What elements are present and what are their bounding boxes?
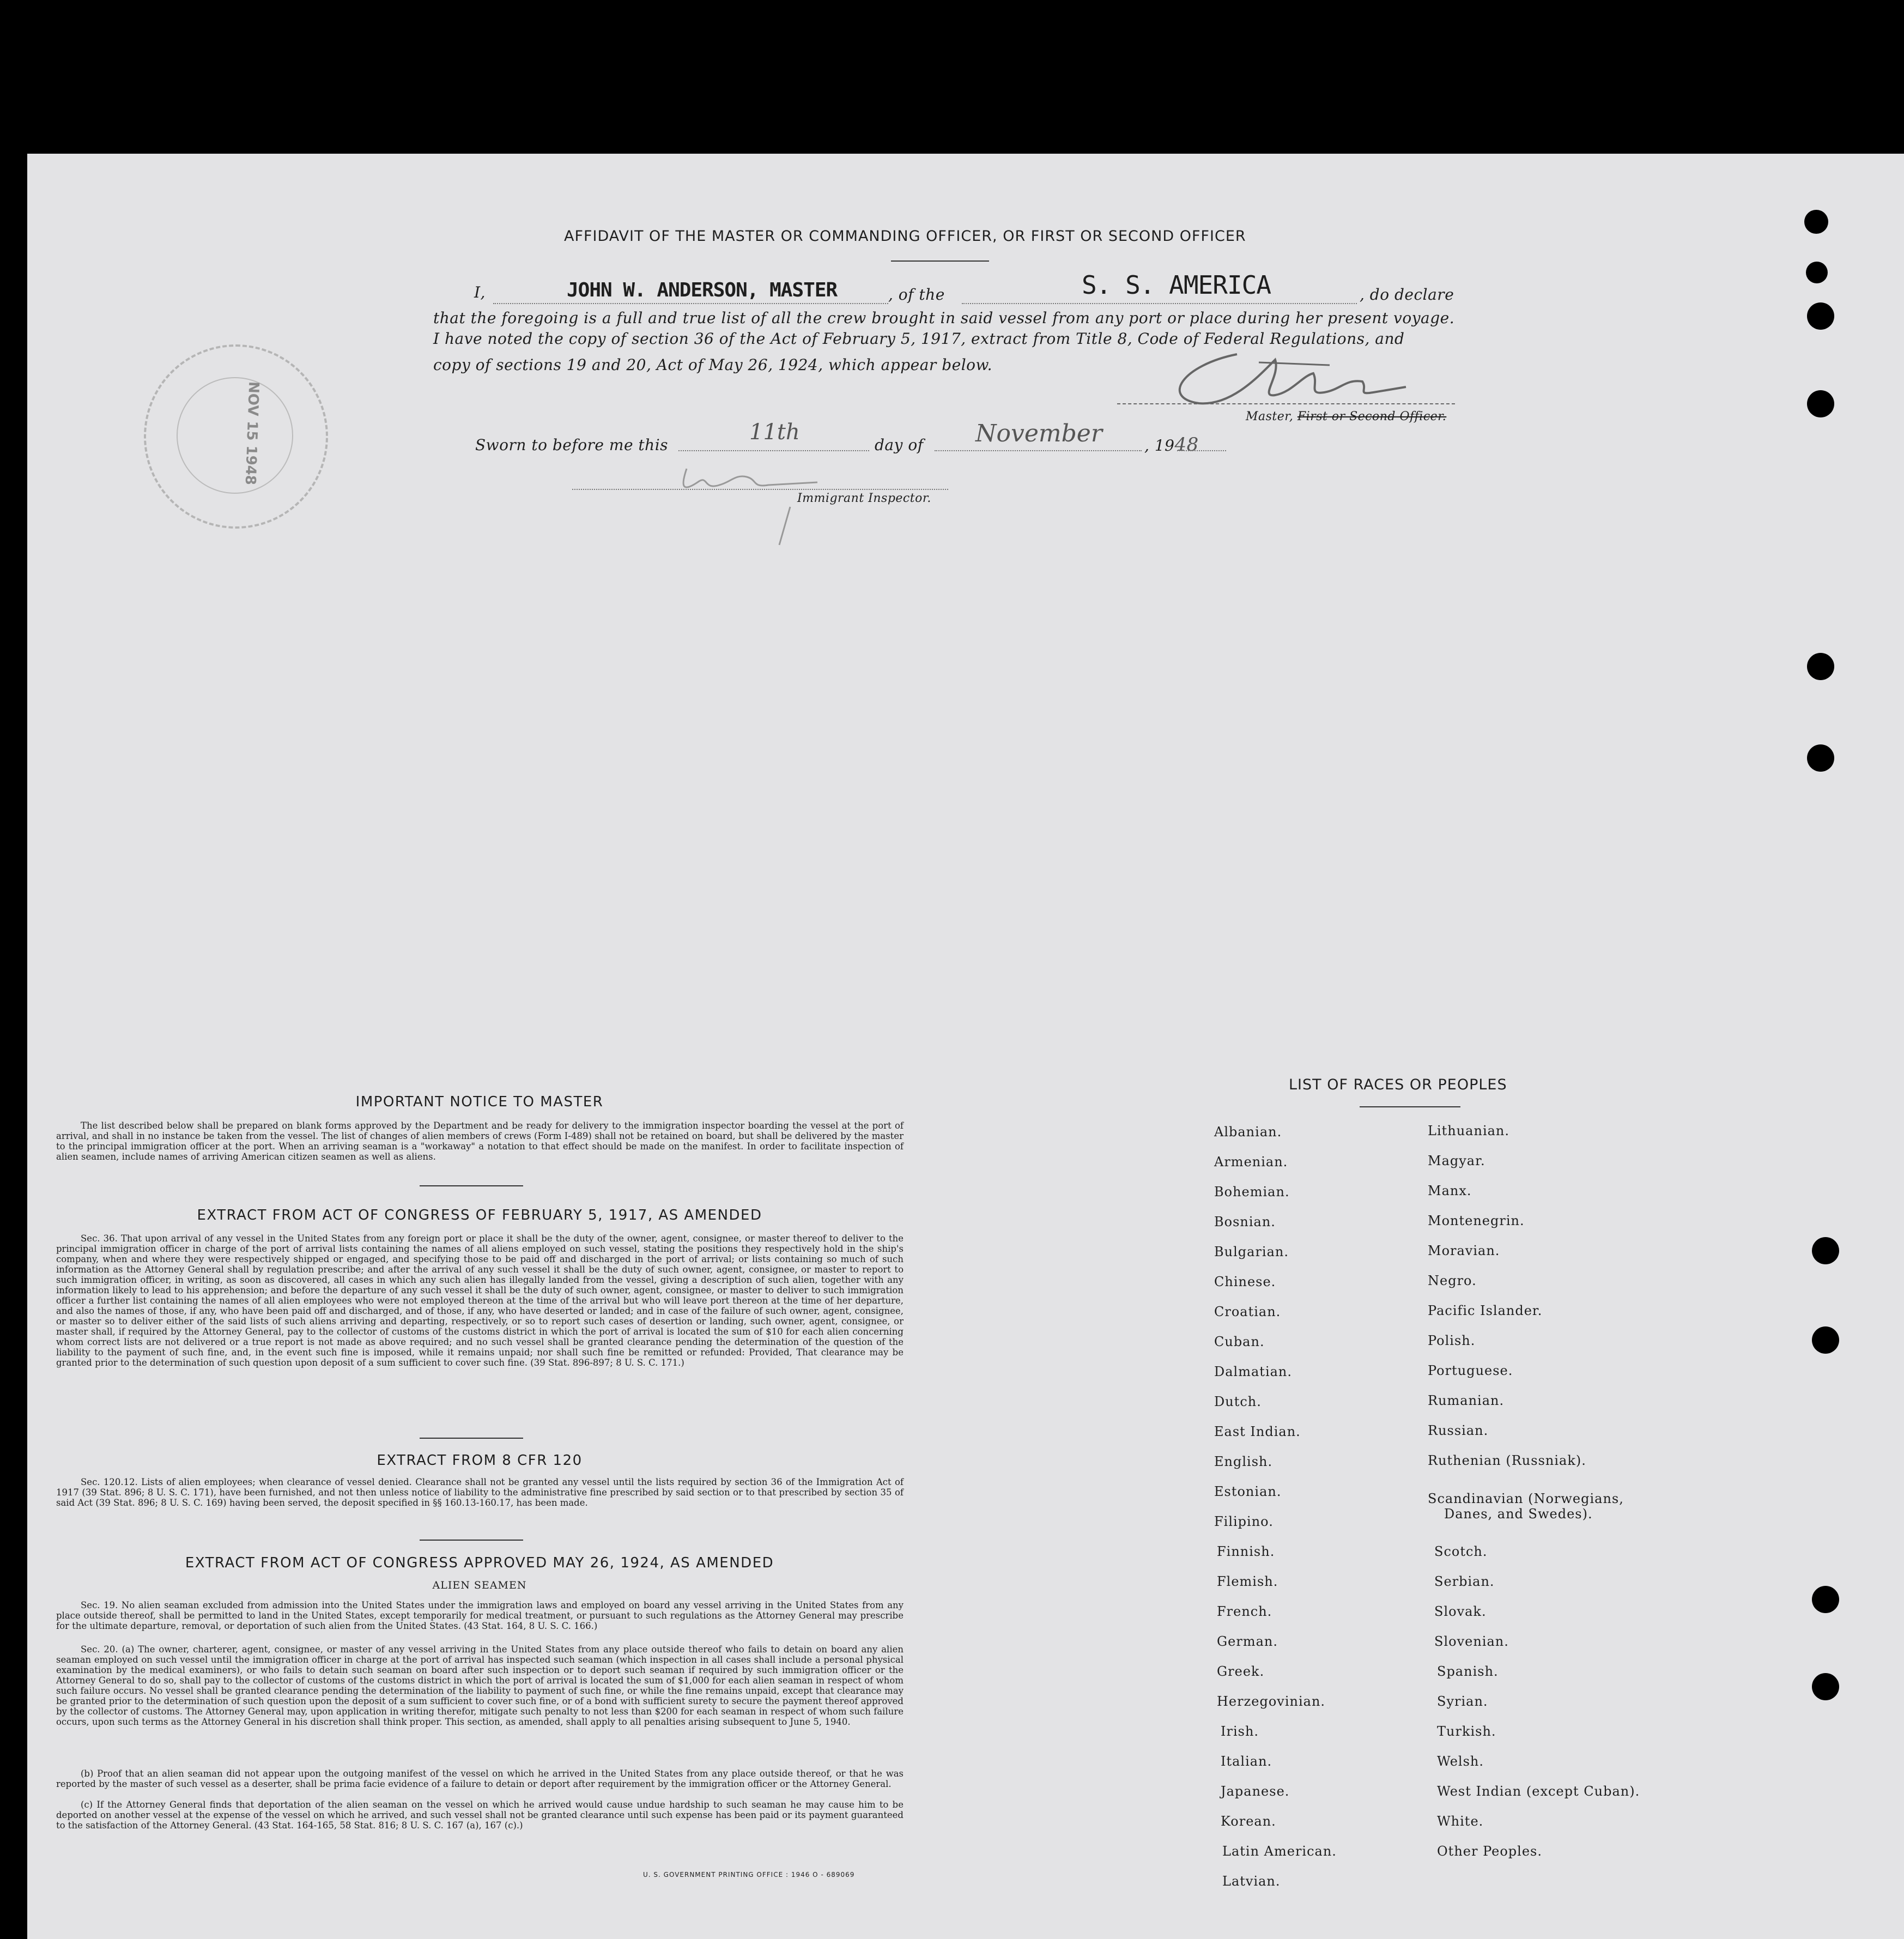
sec-20c-text: (c) If the Attorney General finds that deportation of the alien seaman on the vessel on which he arrived would cause undue hardship to such seaman he may cause him to be deported on another vessel at the expense of the vessel on which he arrived, and such vessel shall not be granted clearance until such expense has been paid or its payment guaranteed to the satisfaction of the Attorney General. (43 Stat. 164-165, 58 Stat. 816; 8 U. S. C. 167 (a), 167 (c).) <box>56 1799 904 1831</box>
printer-imprint: U. S. GOVERNMENT PRINTING OFFICE : 1946 O - 689069 <box>643 1871 855 1879</box>
race-item: Polish. <box>1428 1333 1476 1348</box>
race-item: Slovenian. <box>1434 1634 1509 1649</box>
race-item: German. <box>1217 1634 1278 1649</box>
extract-cfr-title: EXTRACT FROM 8 CFR 120 <box>377 1452 583 1469</box>
sworn-label: Sworn to before me this <box>475 436 669 454</box>
race-item: Korean. <box>1221 1814 1276 1829</box>
day-line <box>678 450 869 451</box>
of-the-label: , of the <box>888 286 945 304</box>
inspector-line <box>572 489 948 490</box>
race-item: Portuguese. <box>1428 1363 1513 1378</box>
race-item: Bosnian. <box>1214 1214 1276 1229</box>
race-item: Russian. <box>1428 1423 1489 1438</box>
race-item: French. <box>1217 1604 1272 1619</box>
race-item: Slovak. <box>1434 1604 1487 1619</box>
race-item: Flemish. <box>1217 1574 1278 1589</box>
race-item: Latvian. <box>1222 1874 1281 1889</box>
sec-20a-text: Sec. 20. (a) The owner, charterer, agent, consignee, or master of any vessel arriving in the United States from any place outside thereof who fails to detain on board any alien seaman employed on such vessel until the immigration officer in charge at the port of arrival has inspected such seaman (which inspection in all cases shall include a personal physical examination by the medical examiners), or who fails to detain such seaman on board after such inspection or to deport such seaman if required by such immigration officer or the Attorney General to do so, shall pay to the collector of customs of the customs district in which the port of arrival is located the sum of $1,000 for each alien seaman in respect of whom such failure occurs. No vessel shall be granted clearance pending the determination of the liability to payment of such fine, or while the fine remains unpaid, except that clearance may be granted prior to the determination of such question upon the deposit of a sum sufficient to cover such fine, or of a bond with sufficient surety to secure the payment thereof approved by the collector of customs. The Attorney General may, upon application in writing therefor, mitigate such penalty to not less than $200 for each seaman in respect of whom such failure occurs, upon such terms as the Attorney General in his discretion shall think proper. This section, as amended, shall apply to all penalties arising subsequent to June 5, 1940. <box>56 1644 904 1727</box>
year-field <box>1144 434 1199 456</box>
struck-label: First or Second Officer. <box>1297 410 1447 423</box>
race-item: Negro. <box>1428 1273 1477 1288</box>
race-item: Moravian. <box>1428 1243 1500 1258</box>
race-item: Montenegrin. <box>1428 1213 1525 1228</box>
punch-hole <box>1812 1237 1839 1264</box>
race-item: Ruthenian (Russniak). <box>1428 1453 1586 1468</box>
officer-title <box>1246 410 1446 423</box>
affidavit-line-3: I have noted the copy of section 36 of the Act of February 5, 1917, extract from Title 8, Code of Federal Regulations, and <box>433 330 1405 348</box>
extract-cfr-text: Sec. 120.12. Lists of alien employees; when clearance of vessel denied. Clearance shall not be granted any vessel until the lists required by section 36 of the Immigration Act of 1917 (39 Stat. 896; 8 U. S. C. 171), have been furnished, and not then unless notice of liability to the administrative fine prescribed by said section or to that prescribed by section 35 of said Act (39 Stat. 896; 8 U. S. C. 169) having been served, the deposit specified in §§ 160.13-160.17, has been made. <box>56 1477 904 1508</box>
punch-hole <box>1812 1586 1839 1613</box>
master-name-line <box>493 303 888 304</box>
race-item: Syrian. <box>1437 1694 1488 1709</box>
punch-hole <box>1812 1673 1839 1700</box>
punch-hole <box>1806 262 1828 283</box>
race-item: Scotch. <box>1434 1544 1488 1559</box>
race-item: Bulgarian. <box>1214 1244 1289 1259</box>
year-comma: , <box>1144 437 1150 455</box>
sec-20b-text: (b) Proof that an alien seaman did not appear upon the outgoing manifest of the vessel on which he arrived in the United States from any place outside thereof, or that he was reported by the master of such vessel as a deserter, shall be prima facie evidence of a failure to detain or deport after requirement by the immigration officer or the Attorney General. <box>56 1768 904 1789</box>
race-item: Cuban. <box>1214 1334 1265 1349</box>
race-item: West Indian (except Cuban). <box>1437 1784 1640 1799</box>
extract-1917-title: EXTRACT FROM ACT OF CONGRESS OF FEBRUARY 5, 1917, AS AMENDED <box>197 1207 762 1223</box>
race-item: Serbian. <box>1434 1574 1495 1589</box>
punch-hole <box>1807 390 1834 417</box>
race-item: Spanish. <box>1437 1664 1499 1679</box>
race-item: Irish. <box>1221 1724 1259 1739</box>
race-item: Italian. <box>1221 1754 1272 1769</box>
punch-hole <box>1807 744 1834 772</box>
title-divider <box>891 260 989 262</box>
punch-hole <box>1804 210 1828 234</box>
notice-title: IMPORTANT NOTICE TO MASTER <box>355 1094 604 1110</box>
race-item: Scandinavian (Norwegians, <box>1428 1491 1624 1506</box>
race-item: English. <box>1214 1454 1273 1469</box>
race-item: Rumanian. <box>1428 1393 1505 1408</box>
punch-hole <box>1812 1326 1839 1354</box>
punch-hole <box>1807 302 1834 330</box>
punch-hole <box>1807 653 1834 680</box>
i-label: I, <box>474 283 486 301</box>
race-item: Croatian. <box>1214 1304 1281 1319</box>
races-title: LIST OF RACES OR PEOPLES <box>1289 1076 1507 1093</box>
race-item: White. <box>1437 1814 1484 1829</box>
race-item: Filipino. <box>1214 1514 1274 1529</box>
race-item: Armenian. <box>1214 1154 1288 1170</box>
extract-1917-text: Sec. 36. That upon arrival of any vessel in the United States from any foreign port or place it shall be the duty of the owner, agent, consignee, or master thereof to deliver to the principal immigration officer in charge of the port of arrival lists containing the names of all aliens employed on such vessel, stating the positions they respectively hold in the ship's company, when and where they were respectively shipped or engaged, and specifying those to be paid off and discharged in the port of arrival; or lists containing so much of such information as the Attorney General shall by regulation prescribe; and after the arrival of any such vessel it shall be the duty of such owner, agent, consignee, or master to report to such immigration officer, in writing, as soon as discovered, all cases in which any such alien has illegally landed from the vessel, giving a description of such alien, together with any information likely to lead to his apprehension; and before the departure of any such vessel it shall be the duty of such owner, agent, consignee, or master to deliver to such immigration officer a further list containing the names of all alien employees who were not employed thereon at the time of the arrival but who will leave port thereon at the time of her departure, and also the names of those, if any, who have been paid off and discharged, and of those, if any, who have deserted or landed; and in case of the failure of such owner, agent, consignee, or master so to deliver either of the said lists of such aliens arriving and departing, respectively, or so to report such cases of desertion or landing, such owner, agent, consignee, or master shall, if required by the Attorney General, pay to the collector of customs of the customs district in which the port of arrival is located the sum of $10 for each alien concerning whom correct lists are not delivered or a true report is not made as above required; and no such vessel shall be granted clearance pending the determination of the question of the liability to the payment of such fine, and, in the event such fine is imposed, while it remains unpaid; nor shall such fine be remitted or refunded: Provided, That clearance may be granted prior to the determination of such question upon deposit of a sum sufficient to cover such fine. (39 Stat. 896-897; 8 U. S. C. 171.) <box>56 1233 904 1368</box>
race-item: East Indian. <box>1214 1424 1301 1439</box>
month-line <box>935 450 1142 451</box>
race-item: Welsh. <box>1437 1754 1484 1769</box>
inspector-label: Immigrant Inspector. <box>797 492 931 505</box>
race-item: Dutch. <box>1214 1394 1262 1409</box>
race-item: Manx. <box>1428 1183 1472 1198</box>
race-item: Other Peoples. <box>1437 1844 1542 1859</box>
signature-line <box>1117 403 1455 404</box>
race-item: Turkish. <box>1437 1724 1496 1739</box>
date-stamp-inner <box>177 377 293 494</box>
vessel-line <box>962 303 1357 304</box>
race-item: Greek. <box>1217 1664 1265 1679</box>
extract-1924-title: EXTRACT FROM ACT OF CONGRESS APPROVED MAY 26, 1924, AS AMENDED <box>185 1555 774 1571</box>
day-value: 11th <box>749 420 800 445</box>
races-divider <box>1360 1106 1460 1107</box>
affidavit-line-1 <box>474 283 486 301</box>
notice-text: The list described below shall be prepared on blank forms approved by the Department and be ready for delivery to the immigration inspector boarding the vessel at the port of arrival, and shall in no instance be taken from the vessel. The list of changes of alien members of crews (Form I-489) shall not be retained on board, but shall be delivered by the master to the principal immigration officer at the port. When an arriving seaman is a "workaway" a notation to that effect should be made on the manifest. In order to facilitate inspection of alien seamen, include names of arriving American citizen seamen as well as aliens. <box>56 1120 904 1162</box>
affidavit-title: AFFIDAVIT OF THE MASTER OR COMMANDING OFFICER, OR FIRST OR SECOND OFFICER <box>564 228 1246 245</box>
vessel-name-field: S. S. AMERICA <box>1082 270 1271 300</box>
race-item: Chinese. <box>1214 1274 1276 1289</box>
year-prefix: 19 <box>1154 437 1175 455</box>
race-item: Estonian. <box>1214 1484 1282 1499</box>
master-label: Master, <box>1246 410 1294 423</box>
race-item: Finnish. <box>1217 1544 1275 1559</box>
sec-19-text: Sec. 19. No alien seaman excluded from admission into the United States under the immigration laws and employed on board any vessel arriving in the United States from any place outside thereof, shall be permitted to land in the United States, except temporarily for medical treatment, or pursuant to such regulations as the Attorney General may prescribe for the ultimate departure, removal, or deportation of such alien from the United States. (43 Stat. 164, 8 U. S. C. 166.) <box>56 1600 904 1631</box>
year-line <box>1177 450 1226 451</box>
race-item: Danes, and Swedes). <box>1444 1506 1593 1522</box>
race-item: Latin American. <box>1222 1844 1337 1859</box>
race-item: Herzegovinian. <box>1217 1694 1326 1709</box>
month-value: November <box>975 420 1102 447</box>
race-item: Albanian. <box>1214 1124 1282 1140</box>
day-of-label: day of <box>875 436 924 454</box>
race-item: Pacific Islander. <box>1428 1303 1543 1318</box>
notice-divider <box>420 1185 523 1186</box>
stamp-date: NOV 15 1948 <box>241 381 262 486</box>
extract-1924-subtitle: ALIEN SEAMEN <box>432 1579 527 1591</box>
race-item: Japanese. <box>1221 1784 1290 1799</box>
master-name-field: JOHN W. ANDERSON, MASTER <box>567 279 838 301</box>
do-declare-label: , do declare <box>1360 286 1454 304</box>
affidavit-line-2: that the foregoing is a full and true list of all the crew brought in said vessel from any port or place during her present voyage. <box>433 309 1455 327</box>
extract-1917-divider <box>420 1438 523 1439</box>
extract-cfr-divider <box>420 1540 523 1541</box>
race-item: Bohemian. <box>1214 1184 1290 1199</box>
affidavit-line-4: copy of sections 19 and 20, Act of May 26, 1924, which appear below. <box>433 356 993 374</box>
year-value: 48 <box>1174 434 1199 456</box>
race-item: Magyar. <box>1428 1153 1485 1168</box>
race-item: Dalmatian. <box>1214 1364 1293 1379</box>
race-item: Lithuanian. <box>1428 1123 1510 1138</box>
